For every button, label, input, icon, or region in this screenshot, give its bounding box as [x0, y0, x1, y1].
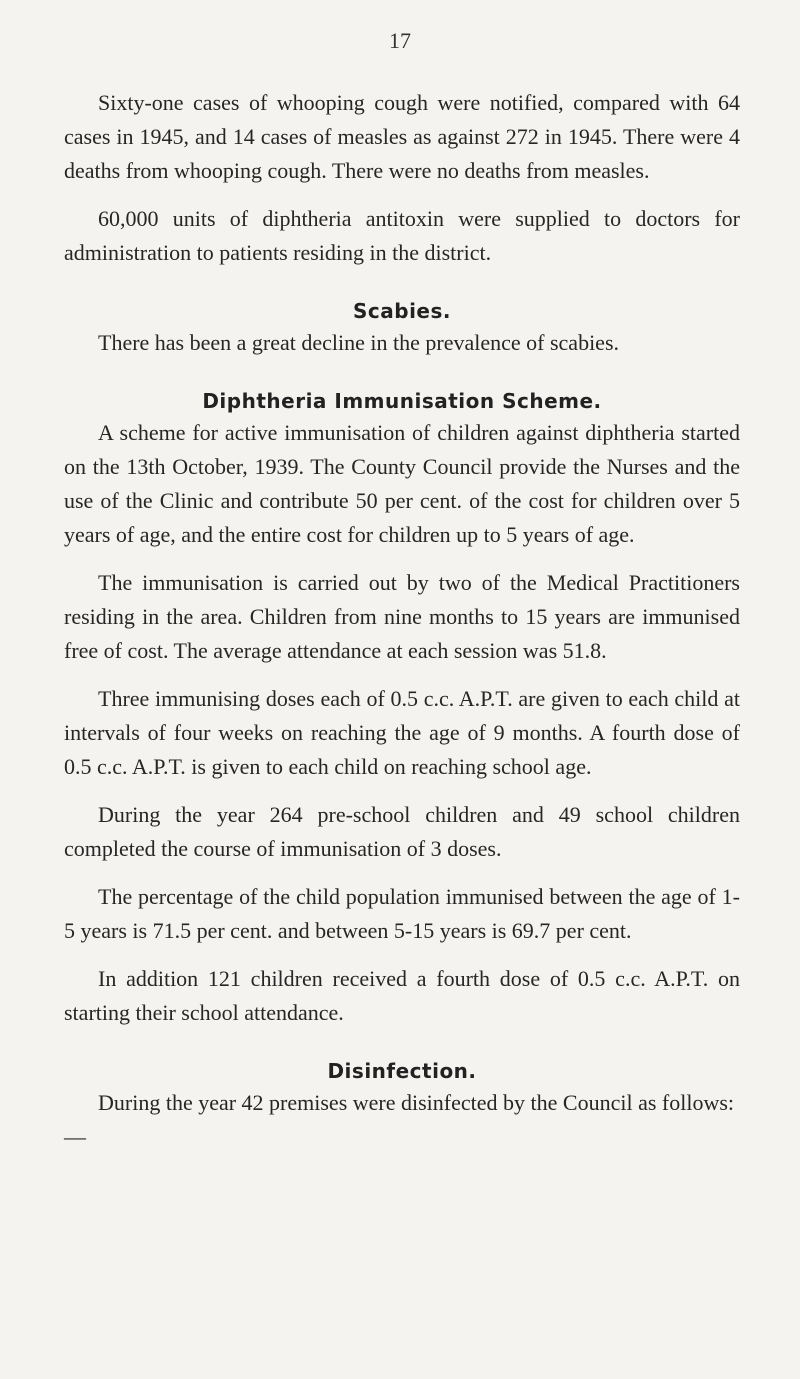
- heading-disinfection: Disinfection.: [327, 1059, 477, 1083]
- paragraph-doses: Three immunising doses each of 0.5 c.c. A.P.T. are given to each child at intervals of four weeks on reaching the age of 9 months. A fourth dose of 0.5 c.c. A.P.T. is given to each child on reaching school age.: [64, 686, 740, 779]
- document-body: [64, 86, 740, 1168]
- page-number: 17: [389, 28, 411, 53]
- paragraph-whooping-cough: Sixty-one cases of whooping cough were notified, compared with 64 cases in 1945, and 14 cases of measles as against 272 in 1945. There were 4 deaths from whooping cough. There were no deaths from measles.: [64, 90, 740, 183]
- paragraph-completed-course: During the year 264 pre-school children and 49 school children completed the course of immunisation of 3 doses.: [64, 802, 740, 861]
- paragraph-disinfection: During the year 42 premises were disinfected by the Council as follows: —: [64, 1090, 735, 1149]
- paragraph-percentage: The percentage of the child population immunised between the age of 1-5 years is 71.5 per cent. and between 5-15 years is 69.7 per cent.: [64, 884, 740, 943]
- paragraph-practitioners: The immunisation is carried out by two of the Medical Practitioners residing in the area. Children from nine months to 15 years are immunised free of cost. The average attendance at each session was 51.8.: [64, 570, 740, 663]
- paragraph-scabies: There has been a great decline in the prevalence of scabies.: [98, 330, 620, 355]
- paragraph-scheme-start: A scheme for active immunisation of children against diphtheria started on the 13th October, 1939. The County Council provide the Nurses and the use of the Clinic and contribute 50 per cent. of the cost for children over 5 years of age, and the entire cost for children up to 5 years of age.: [64, 420, 740, 547]
- paragraph-fourth-dose: In addition 121 children received a fourth dose of 0.5 c.c. A.P.T. on starting their school attendance.: [64, 966, 740, 1025]
- heading-scabies: Scabies.: [353, 299, 451, 323]
- paragraph-antitoxin: 60,000 units of diphtheria antitoxin were supplied to doctors for administration to patients residing in the district.: [64, 206, 740, 265]
- heading-immunisation-scheme: Diphtheria Immunisation Scheme.: [202, 389, 602, 413]
